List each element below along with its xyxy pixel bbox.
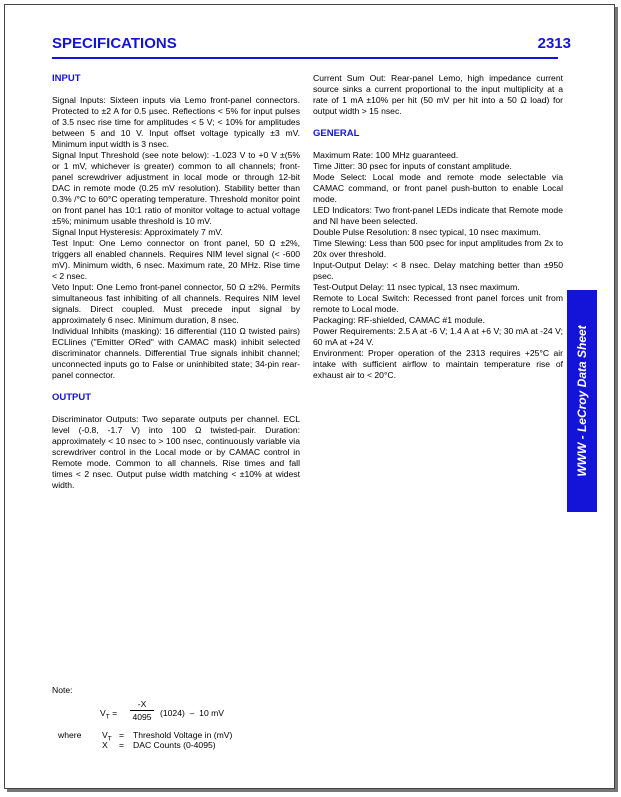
input-paragraph: Veto Input: One Lemo front-panel connector, 50 Ω ±2%. Permits simultaneous fast inhibiting of all channels. Requires NIM level signals. Direct coupled. Must precede input signal by approximately 6 nsec. Minimum duration, 8 nsec. [52, 282, 300, 325]
input-paragraph: Individual Inhibits (masking): 16 differential (110 Ω twisted pairs) ECLlines ("Emitter ORed" with CAMAC mask) inhibit selected discriminator channels. Differential True signals inhibit channel; unconnected inputs go to False or uninhibited state; 34-pin rear-panel connector. [52, 326, 300, 380]
general-paragraph: Packaging: RF-shielded, CAMAC #1 module. [313, 315, 485, 325]
general-paragraph: Time Slewing: Less than 500 psec for input amplitudes from 2x to 20x over threshold. [313, 238, 563, 259]
general-paragraph: Input-Output Delay: < 8 nsec. Delay matching better than ±950 psec. [313, 260, 563, 281]
input-paragraph: Signal Inputs: Sixteen inputs via Lemo front-panel connectors. Protected to ±2 A for 0.5 µsec. Reflections < 5% for input pulses of 3.5 nsec rise time for amplitudes < 5 V; < 10% for amplitudes between 5 and 10 V. Input offset voltage typically ±3 mV. Minimum input width is 3 nsec. [52, 95, 300, 149]
general-paragraph: Remote to Local Switch: Recessed front panel forces unit from remote to Local mode. [313, 293, 563, 314]
model-number: 2313 [537, 35, 571, 52]
output-paragraph: Discriminator Outputs: Two separate outputs per channel. ECL level (-0.8, -1.7 V) into 100 Ω twisted-pair. Duration: approximately < 10 nsec to > 100 nsec, continuously variable via screwdriver control in the Local mode or by CAMAC control in Remote mode. Common to all channels. Rise times and fall times < 2 nsec. Output pulse width matching < ±10% at widest width. [52, 414, 300, 490]
general-paragraph: Power Requirements: 2.5 A at -6 V; 1.4 A at +6 V; 30 mA at -24 V; 60 mA at +24 V. [313, 326, 563, 347]
threshold-formula [100, 698, 360, 726]
input-paragraph: Test Input: One Lemo connector on front panel, 50 Ω ±2%, triggers all enabled channels. Requires NIM level signal (< -600 mV). Minimum width, 6 nsec. Maximum rate, 20 MHz. Rise time < 2 nsec. [52, 238, 300, 281]
header-rule [52, 57, 558, 59]
input-paragraph: Signal Input Threshold (see note below): -1.023 V to +0 V ±(5% or 1 mV, whichever is greater) common to all channels; front-panel screwdriver adjustment in local mode or through 12-bit DAC in remote mode (0.25 mV resolution). Stability better than 0.3% /°C to 60°C operating temperature. Threshold monitor point on front panel has 10:1 ratio of monitor voltage to actual voltage ±5%; minimum usable threshold is 10 mV. [52, 150, 300, 226]
formula-numerator: -X [130, 699, 154, 711]
formula-fraction [130, 699, 154, 722]
definition-symbol: $V_T$ [102, 730, 112, 743]
page-title: SPECIFICATIONS [52, 35, 177, 52]
side-tab [567, 290, 597, 512]
general-paragraph: Double Pulse Resolution: 8 nsec typical, 10 nsec maximum. [313, 227, 541, 237]
general-paragraph: Mode Select: Local mode and remote mode selectable via CAMAC command, or front panel push-button to enable Local mode. [313, 172, 563, 204]
general-paragraph: LED Indicators: Two front-panel LEDs indicate that Remote mode and NI have been selected. [313, 205, 563, 226]
where-label: where [58, 730, 82, 740]
definition-text: Threshold Voltage in (mV) [133, 730, 233, 740]
general-heading: GENERAL [313, 128, 360, 139]
definition-equals: = [119, 740, 125, 750]
input-paragraph: Signal Input Hysteresis: Approximately 7 mV. [52, 227, 223, 237]
definition-symbol: X [102, 740, 108, 750]
note-label: Note: [52, 685, 73, 695]
general-paragraph: Test-Output Delay: 11 nsec typical, 13 nsec maximum. [313, 282, 520, 292]
definition-text: DAC Counts (0-4095) [133, 740, 216, 750]
general-paragraph: Environment: Proper operation of the 2313 requires +25°C air intake with sufficient airflow to maintain temperature rise of exhaust air to < 20°C. [313, 348, 563, 380]
right-column [313, 73, 563, 381]
general-paragraph: Maximum Rate: 100 MHz guaranteed. [313, 150, 459, 160]
definition-equals: = [119, 730, 125, 740]
input-heading: INPUT [52, 73, 81, 84]
left-column [52, 73, 300, 491]
formula-lhs: $V_T$ = [100, 708, 118, 721]
formula-rhs: (1024) – 10 mV [160, 708, 225, 718]
side-tab-label: WWW - LeCroy Data Sheet [575, 325, 589, 477]
general-paragraph: Time Jitter: 30 psec for inputs of constant amplitude. [313, 161, 512, 171]
output-paragraph: Current Sum Out: Rear-panel Lemo, high impedance current source sinks a current proportional to the input multiplicity at a rate of 1 mA ±10% per hit (50 mV per hit into a 50 Ω load) for output width > 15 nsec. [313, 73, 563, 116]
output-heading: OUTPUT [52, 392, 92, 403]
formula-denominator: 4095 [132, 712, 152, 722]
